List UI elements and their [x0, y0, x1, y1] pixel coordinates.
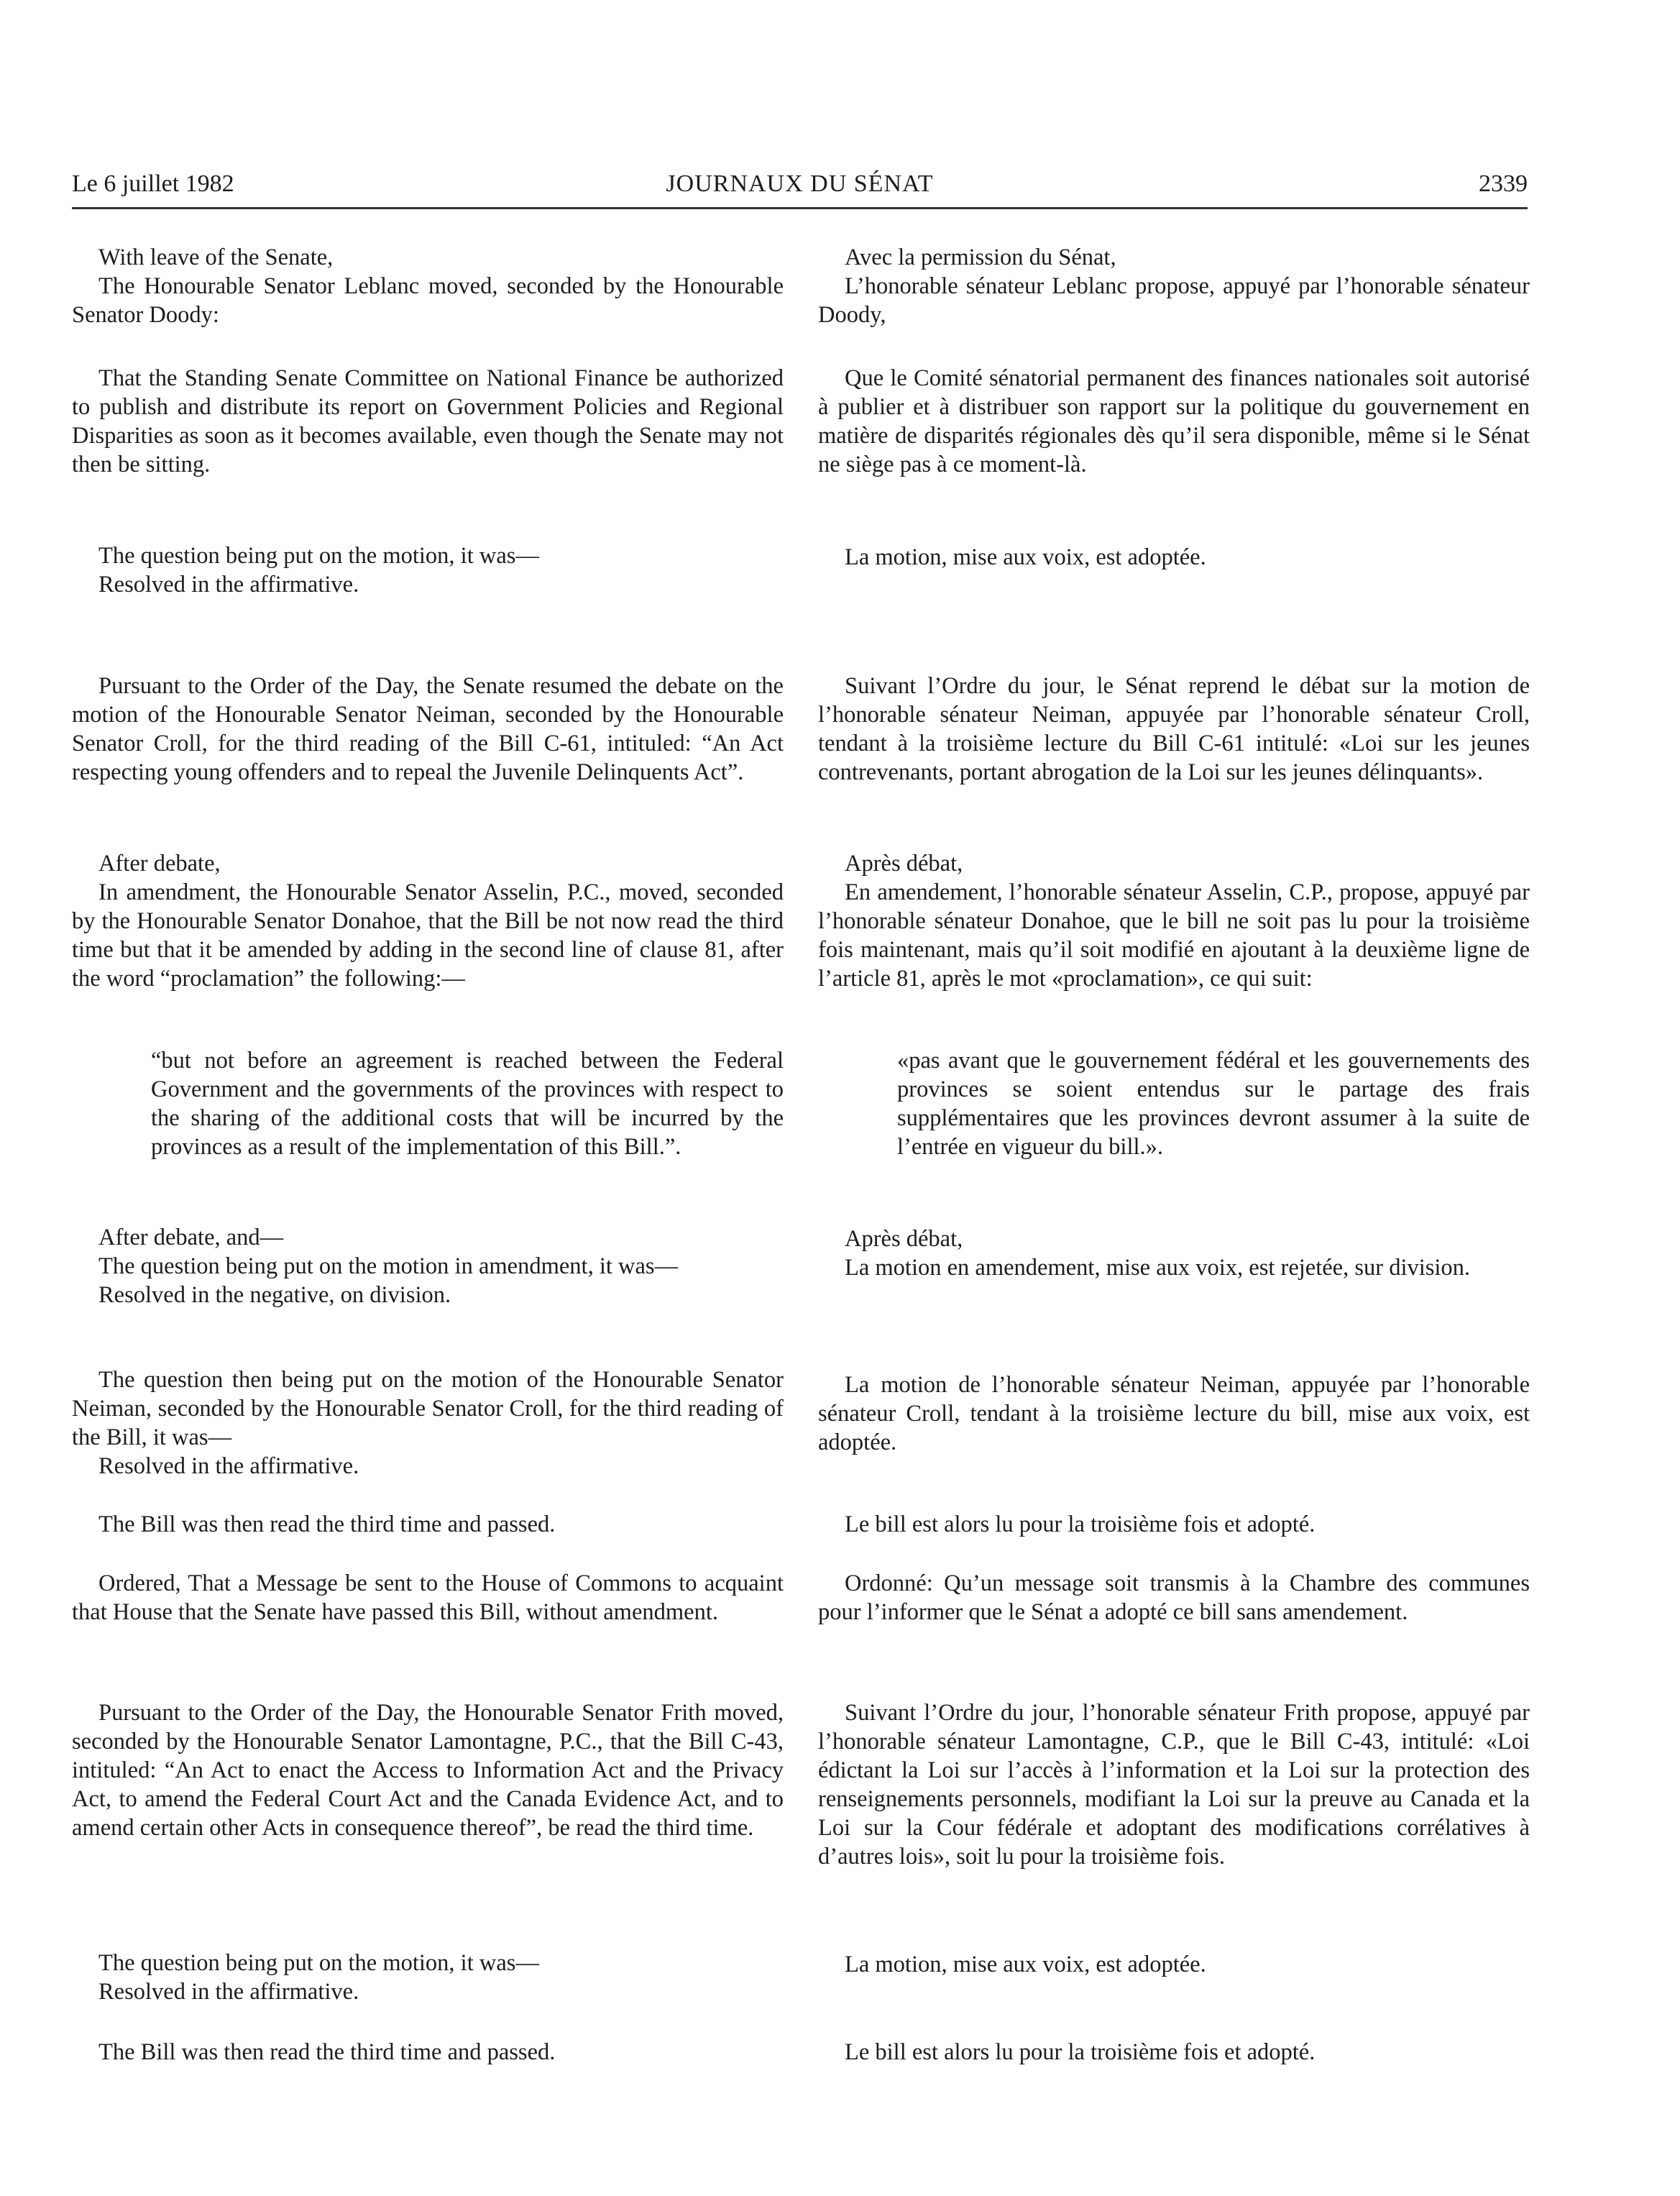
paragraph: En amendement, l’honorable sénateur Asselin, C.P., propose, appuyé par l’honorable sénateur Donahoe, que le bill ne soit pas lu pour la troisième fois maintenant, mais qu’il soit modifié en ajoutant à la deuxième ligne de l’article 81, après le mot «proclamation», ce qui suit: — [818, 879, 1530, 992]
motion-text: That the Standing Senate Committee on National Finance be authorized to publish and distribute its report on Government Policies and Regional Disparities as soon as it becomes available, even though the Senate may not then be sitting. — [72, 365, 784, 477]
paragraph: The question being put on the motion, it was— — [98, 543, 539, 569]
paragraph: L’honorable sénateur Leblanc propose, appuyé par l’honorable sénateur Doody, — [818, 273, 1530, 328]
amendment-block — [818, 849, 1530, 993]
paragraph: The question being put on the motion, it was— — [98, 1950, 539, 1976]
bill-c43-paragraph: Suivant l’Ordre du jour, l’honorable sénateur Frith propose, appuyé par l’honorable sénateur Lamontagne, C.P., que le Bill C-43, intitulé: «Loi édictant la Loi sur l’accès à l’information et la Loi sur la protection des renseignements personnels, modifiant la Loi sur la preuve au Canada et la Loi sur la Cour fédérale et adoptant des modifications corrélatives à d’autres lois», soit lu pour la troisième fois. — [818, 1700, 1530, 1870]
page-number: 2339 — [1479, 170, 1528, 197]
paragraph: Après débat, — [845, 1226, 963, 1252]
paragraph: After debate, and— — [98, 1225, 284, 1250]
permission-block — [818, 243, 1530, 329]
bill-c61-paragraph: Pursuant to the Order of the Day, the Senate resumed the debate on the motion of the Honourable Senator Neiman, seconded by the Honourable Senator Croll, for the third reading of the Bill C-61, intituled: “An Act respecting young offenders and to repeal the Juvenile Delinquents Act”. — [72, 673, 784, 785]
paragraph: Resolved in the affirmative. — [98, 1979, 359, 2005]
motion-adopted: La motion, mise aux voix, est adoptée. — [845, 544, 1206, 570]
motion-text: Que le Comité sénatorial permanent des finances nationales soit autorisé à publier et à distribuer son rapport sur la politique du gouvernement en matière de disparités régionales dès qu’il sera disponible, même si le Sénat ne siège pas à ce moment-là. — [818, 365, 1530, 477]
question-block-2 — [72, 1949, 784, 2006]
bill-adopted-2: Le bill est alors lu pour la troisième fois et adopté. — [845, 2039, 1316, 2065]
division-block — [818, 1225, 1530, 1282]
amendment-block — [72, 849, 784, 993]
division-block — [72, 1223, 784, 1309]
third-reading-block — [72, 1365, 784, 1481]
amendment-quote: “but not before an agreement is reached between the Federal Government and the governments of the provinces with respect to the sharing of the additional costs that will be incurred by the provinces as a result of the implementation of this Bill.”. — [151, 1048, 784, 1160]
amendment-quote: «pas avant que le gouvernement fédéral et les gouvernements des provinces se soient entendus sur le partage des frais supplémentaires que les provinces devront assumer à la suite de l’entrée en vigueur du bill.». — [897, 1048, 1530, 1160]
paragraph: Resolved in the negative, on division. — [98, 1282, 451, 1308]
paragraph: The Honourable Senator Leblanc moved, seconded by the Honourable Senator Doody: — [72, 273, 784, 328]
paragraph: La motion en amendement, mise aux voix, est rejetée, sur division. — [845, 1255, 1471, 1281]
message-order: Ordonné: Qu’un message soit transmis à la Chambre des communes pour l’informer que le Sénat a adopté ce bill sans amendement. — [818, 1570, 1530, 1625]
motion-adopted-2: La motion, mise aux voix, est adoptée. — [845, 1952, 1206, 1977]
journal-title: JOURNAUX DU SÉNAT — [666, 170, 934, 197]
paragraph: With leave of the Senate, — [98, 244, 334, 270]
message-order: Ordered, That a Message be sent to the House of Commons to acquaint that House that the Senate have passed this Bill, without amendment. — [72, 1570, 784, 1625]
bill-passed-2: The Bill was then read the third time and passed. — [98, 2039, 556, 2065]
paragraph: Resolved in the affirmative. — [98, 572, 359, 598]
question-block — [72, 541, 784, 599]
header-date: Le 6 juillet 1982 — [72, 170, 234, 197]
header-rule — [72, 207, 1528, 209]
page-header — [72, 163, 1528, 206]
bill-c61-paragraph: Suivant l’Ordre du jour, le Sénat reprend le débat sur la motion de l’honorable sénateur Neiman, appuyée par l’honorable sénateur Croll, tendant à la troisième lecture du Bill C-61 intitulé: «Loi sur les jeunes contrevenants, portant abrogation de la Loi sur les jeunes délinquants». — [818, 673, 1530, 785]
paragraph: Avec la permission du Sénat, — [845, 244, 1116, 270]
bill-passed: The Bill was then read the third time and passed. — [98, 1511, 556, 1537]
third-reading-block: La motion de l’honorable sénateur Neiman, appuyée par l’honorable sénateur Croll, tendant à la troisième lecture du bill, mise aux voix, est adoptée. — [818, 1372, 1530, 1455]
paragraph: The question then being put on the motion of the Honourable Senator Neiman, seconded by the Honourable Senator Croll, for the third reading of the Bill, it was— — [72, 1367, 784, 1450]
paragraph: Après débat, — [845, 851, 963, 877]
leave-of-senate-block — [72, 243, 784, 329]
bill-c43-paragraph: Pursuant to the Order of the Day, the Honourable Senator Frith moved, seconded by the Honourable Senator Lamontagne, P.C., that the Bill C-43, intituled: “An Act to enact the Access to Information Act and the Privacy Act, to amend the Federal Court Act and the Canada Evidence Act, and to amend certain other Acts in consequence thereof”, be read the third time. — [72, 1700, 784, 1841]
paragraph: Resolved in the affirmative. — [98, 1453, 359, 1479]
bill-adopted: Le bill est alors lu pour la troisième fois et adopté. — [845, 1511, 1316, 1537]
paragraph: After debate, — [98, 851, 221, 877]
paragraph: In amendment, the Honourable Senator Asselin, P.C., moved, seconded by the Honourable Senator Donahoe, that the Bill be not now read the third time but that it be amended by adding in the second line of clause 81, after the word “proclamation” the following:— — [72, 879, 784, 992]
paragraph: The question being put on the motion in amendment, it was— — [98, 1253, 679, 1279]
